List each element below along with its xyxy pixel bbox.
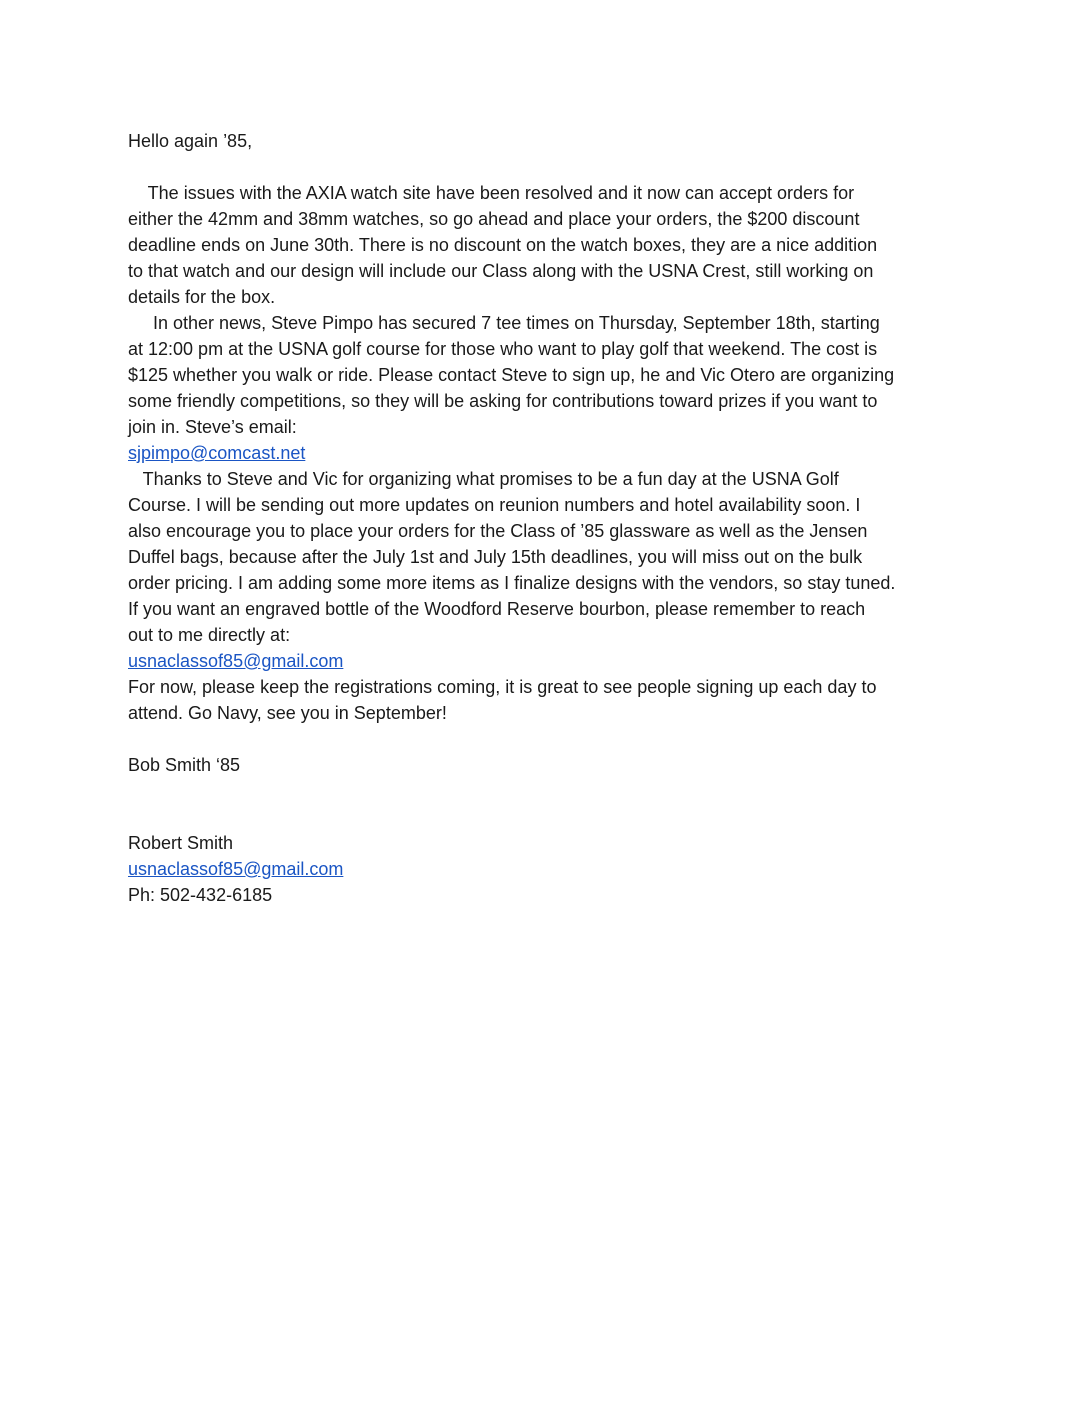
text-line: deadline ends on June 30th. There is no discount on the watch boxes, they are a nice addition (128, 235, 878, 255)
greeting: Hello again ’85, (128, 131, 253, 151)
text-line: either the 42mm and 38mm watches, so go ahead and place your orders, the $200 discount (128, 209, 860, 229)
paragraph-golf (128, 310, 968, 440)
steve-email-link[interactable]: sjpimpo@comcast.net (128, 443, 306, 463)
text-line: If you want an engraved bottle of the Woodford Reserve bourbon, please remember to reach (128, 599, 866, 619)
spacer (128, 154, 968, 180)
signature-email-link[interactable]: usnaclassof85@gmail.com (128, 859, 344, 879)
text-line: In other news, Steve Pimpo has secured 7 tee times on Thursday, September 18th, starting (128, 313, 880, 333)
paragraph-closing (128, 674, 968, 726)
contact-email-link[interactable]: usnaclassof85@gmail.com (128, 651, 344, 671)
letter-body (128, 128, 968, 908)
text-line: attend. Go Navy, see you in September! (128, 703, 447, 723)
spacer (128, 778, 968, 804)
text-line: also encourage you to place your orders for the Class of ’85 glassware as well as the Jensen (128, 521, 868, 541)
text-line: The issues with the AXIA watch site have been resolved and it now can accept orders for (128, 183, 855, 203)
spacer (128, 804, 968, 830)
text-line: at 12:00 pm at the USNA golf course for those who want to play golf that weekend. The cost is (128, 339, 878, 359)
text-line: order pricing. I am adding some more items as I finalize designs with the vendors, so stay tuned. (128, 573, 896, 593)
closing-signoff: Bob Smith ‘85 (128, 755, 241, 775)
signature-block (128, 830, 968, 908)
text-line: to that watch and our design will include our Class along with the USNA Crest, still working on (128, 261, 874, 281)
text-line: Course. I will be sending out more updates on reunion numbers and hotel availability soon. I (128, 495, 861, 515)
text-line: some friendly competitions, so they will be asking for contributions toward prizes if you want to (128, 391, 878, 411)
text-line: out to me directly at: (128, 625, 291, 645)
text-line: Thanks to Steve and Vic for organizing what promises to be a fun day at the USNA Golf (128, 469, 839, 489)
paragraph-thanks (128, 466, 968, 648)
signature-name: Robert Smith (128, 833, 234, 853)
spacer (128, 726, 968, 752)
text-line: Duffel bags, because after the July 1st and July 15th deadlines, you will miss out on the bulk (128, 547, 863, 567)
text-line: $125 whether you walk or ride. Please contact Steve to sign up, he and Vic Otero are organizing (128, 365, 895, 385)
signature-phone: Ph: 502-432-6185 (128, 885, 273, 905)
text-line: details for the box. (128, 287, 276, 307)
paragraph-watch-update (128, 180, 968, 310)
text-line: join in. Steve’s email: (128, 417, 297, 437)
text-line: For now, please keep the registrations coming, it is great to see people signing up each day to (128, 677, 877, 697)
